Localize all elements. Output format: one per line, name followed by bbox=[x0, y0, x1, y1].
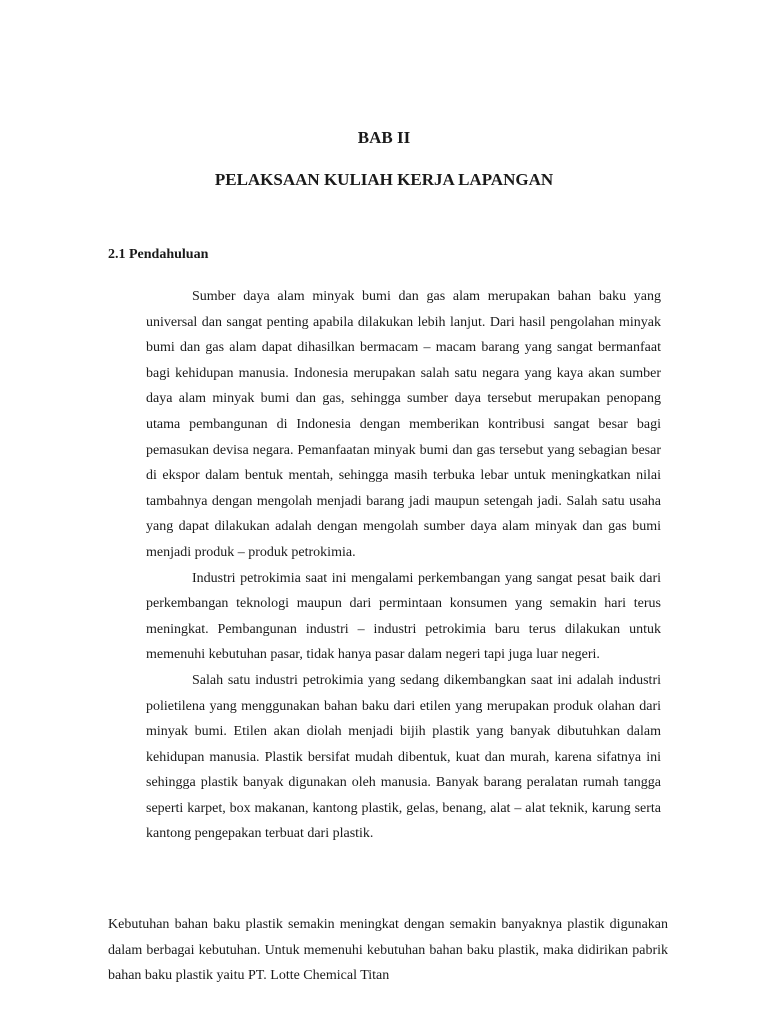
section-heading: 2.1 Pendahuluan bbox=[108, 247, 209, 262]
chapter-title: PELAKSAAN KULIAH KERJA LAPANGAN bbox=[214, 170, 554, 189]
continuation-paragraph: Kebutuhan bahan baku plastik semakin meningkat dengan semakin banyaknya plastik digunakan dalam berbagai kebutuhan. Untuk memenuhi kebutuhan bahan baku plastik, maka didirikan pabrik bahan baku plastik yaitu PT. Lotte Chemical Titan bbox=[108, 917, 668, 984]
paragraph: Sumber daya alam minyak bumi dan gas alam merupakan bahan baku yang universal dan sangat penting apabila dilakukan lebih lanjut. Dari hasil pengolahan minyak bumi dan gas alam dapat dihasilkan bermacam – macam barang yang sangat bermanfaat bagi kehidupan manusia. Indonesia merupakan salah satu negara yang kaya akan sumber daya alam minyak bumi dan gas, sehingga sumber daya tersebut merupakan penopang utama pembangunan di Indonesia dengan memberikan kontribusi sangat besar bagi pemasukan devisa negara. Pemanfaatan minyak bumi dan gas tersebut yang sebagian besar di ekspor dalam bentuk mentah, sehingga masih terbuka lebar untuk meningkatkan nilai tambahnya dengan mengolah menjadi barang jadi maupun setengah jadi. Salah satu usaha yang dapat dilakukan adalah dengan mengolah sumber daya alam minyak dan gas bumi menjadi produk – produk petrokimia. bbox=[146, 289, 661, 560]
continuation-block bbox=[108, 912, 668, 989]
paragraph: Industri petrokimia saat ini mengalami perkembangan yang sangat pesat baik dari perkembangan teknologi maupun dari permintaan konsumen yang semakin hari terus meningkat. Pembangunan industri – industri petrokimia baru terus dilakukan untuk memenuhi kebutuhan pasar, tidak hanya pasar dalam negeri tapi juga luar negeri. bbox=[146, 570, 661, 663]
paragraph: Salah satu industri petrokimia yang sedang dikembangkan saat ini adalah industri polietilena yang menggunakan bahan baku dari etilen yang merupakan produk olahan dari minyak bumi. Etilen akan diolah menjadi bijih plastik yang banyak dibutuhkan dalam kehidupan manusia. Plastik bersifat mudah dibentuk, kuat dan murah, karena sifatnya ini sehingga plastik banyak digunakan oleh manusia. Banyak barang peralatan rumah tangga seperti karpet, box makanan, kantong plastik, gelas, benang, alat – alat teknik, karung serta kantong pengepakan terbuat dari plastik. bbox=[146, 672, 661, 842]
chapter-number: BAB II bbox=[357, 128, 411, 147]
section-body bbox=[146, 284, 661, 847]
